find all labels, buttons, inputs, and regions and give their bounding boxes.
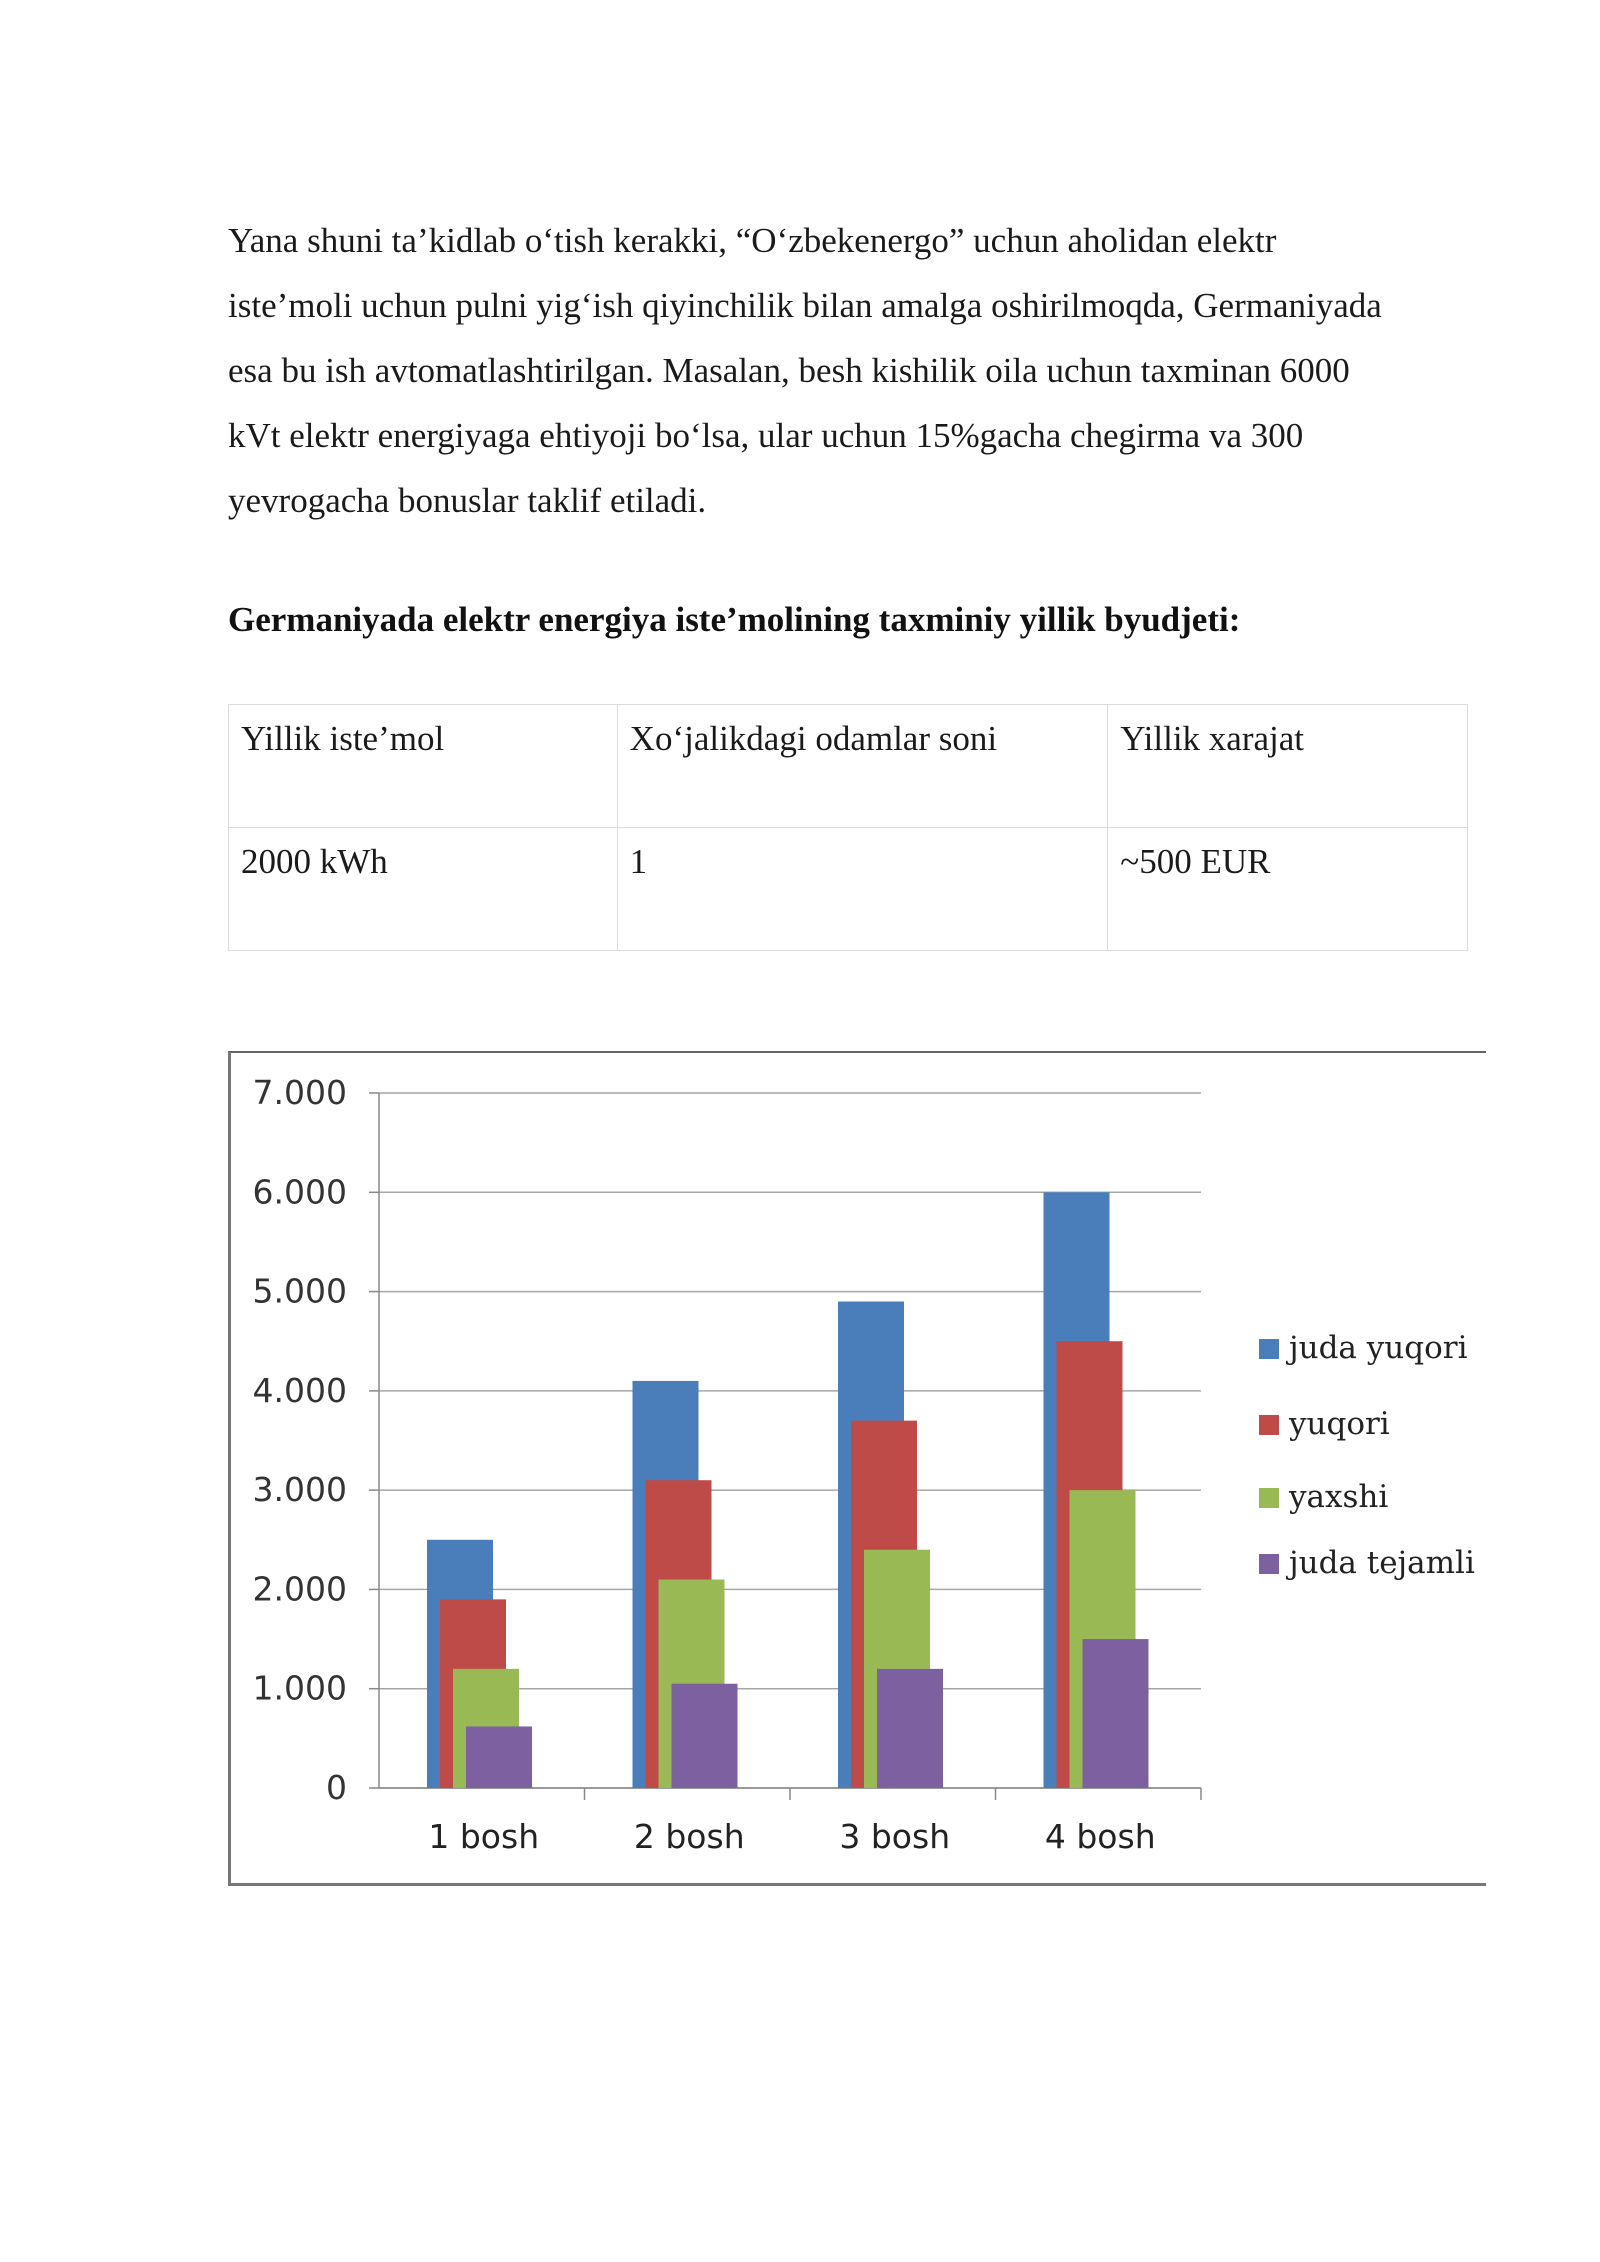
x-tick-label: 3 bosh xyxy=(839,1817,951,1856)
y-tick-label: 1.000 xyxy=(252,1668,347,1708)
table-header-row xyxy=(229,705,1468,828)
x-tick-label: 4 bosh xyxy=(1044,1817,1156,1856)
table-header-cell: Yillik xarajat xyxy=(1108,705,1468,828)
body-paragraph xyxy=(228,208,1478,533)
paragraph-line: iste’moli uchun pulni yig‘ish qiyinchilik bilan amalga oshirilmoqda, Germaniyada xyxy=(228,286,1382,325)
y-tick-label: 6.000 xyxy=(252,1172,347,1212)
y-tick-label: 2.000 xyxy=(252,1569,347,1609)
legend-label: juda tejamli xyxy=(1289,1545,1475,1581)
y-tick-label: 7.000 xyxy=(252,1073,347,1112)
legend-label: juda yuqori xyxy=(1289,1330,1468,1366)
legend-swatch xyxy=(1259,1488,1279,1508)
paragraph-line: esa bu ish avtomatlashtirilgan. Masalan, besh kishilik oila uchun taxminan 6000 xyxy=(228,351,1350,390)
table-cell: 2000 kWh xyxy=(229,828,618,951)
table-cell: ~500 EUR xyxy=(1108,828,1468,951)
y-tick-label: 4.000 xyxy=(252,1370,347,1410)
bar-juda-tejamli-4 xyxy=(1083,1639,1149,1788)
legend-label: yaxshi xyxy=(1289,1479,1389,1515)
x-tick-label: 1 bosh xyxy=(428,1817,540,1856)
budget-table xyxy=(228,704,1468,951)
y-tick-label: 5.000 xyxy=(252,1271,347,1311)
bar-juda-tejamli-1 xyxy=(466,1726,532,1788)
table-row xyxy=(229,828,1468,951)
paragraph-line: Yana shuni ta’kidlab o‘tish kerakki, “O‘zbekenergo” uchun aholidan elektr xyxy=(228,221,1277,260)
y-tick-label: 3.000 xyxy=(252,1470,347,1510)
bar-chart xyxy=(231,1053,1486,1883)
legend-swatch xyxy=(1259,1415,1279,1435)
paragraph-line: kVt elektr energiyaga ehtiyoji bo‘lsa, ular uchun 15%gacha chegirma va 300 xyxy=(228,416,1304,455)
y-tick-label: 0 xyxy=(326,1768,347,1807)
legend-label: yuqori xyxy=(1289,1406,1390,1442)
table-header-cell: Xo‘jalikdagi odamlar soni xyxy=(617,705,1108,828)
legend-swatch xyxy=(1259,1554,1279,1574)
paragraph-line: yevrogacha bonuslar taklif etiladi. xyxy=(228,481,707,520)
table-cell: 1 xyxy=(617,828,1108,951)
bar-juda-tejamli-2 xyxy=(672,1684,738,1788)
table-header-cell: Yillik iste’mol xyxy=(229,705,618,828)
bar-juda-tejamli-3 xyxy=(877,1669,943,1788)
x-tick-label: 2 bosh xyxy=(633,1817,745,1856)
section-heading: Germaniyada elektr energiya iste’molining taxminiy yillik byudjeti: xyxy=(228,600,1241,639)
legend-swatch xyxy=(1259,1339,1279,1359)
chart-frame xyxy=(228,1051,1486,1886)
